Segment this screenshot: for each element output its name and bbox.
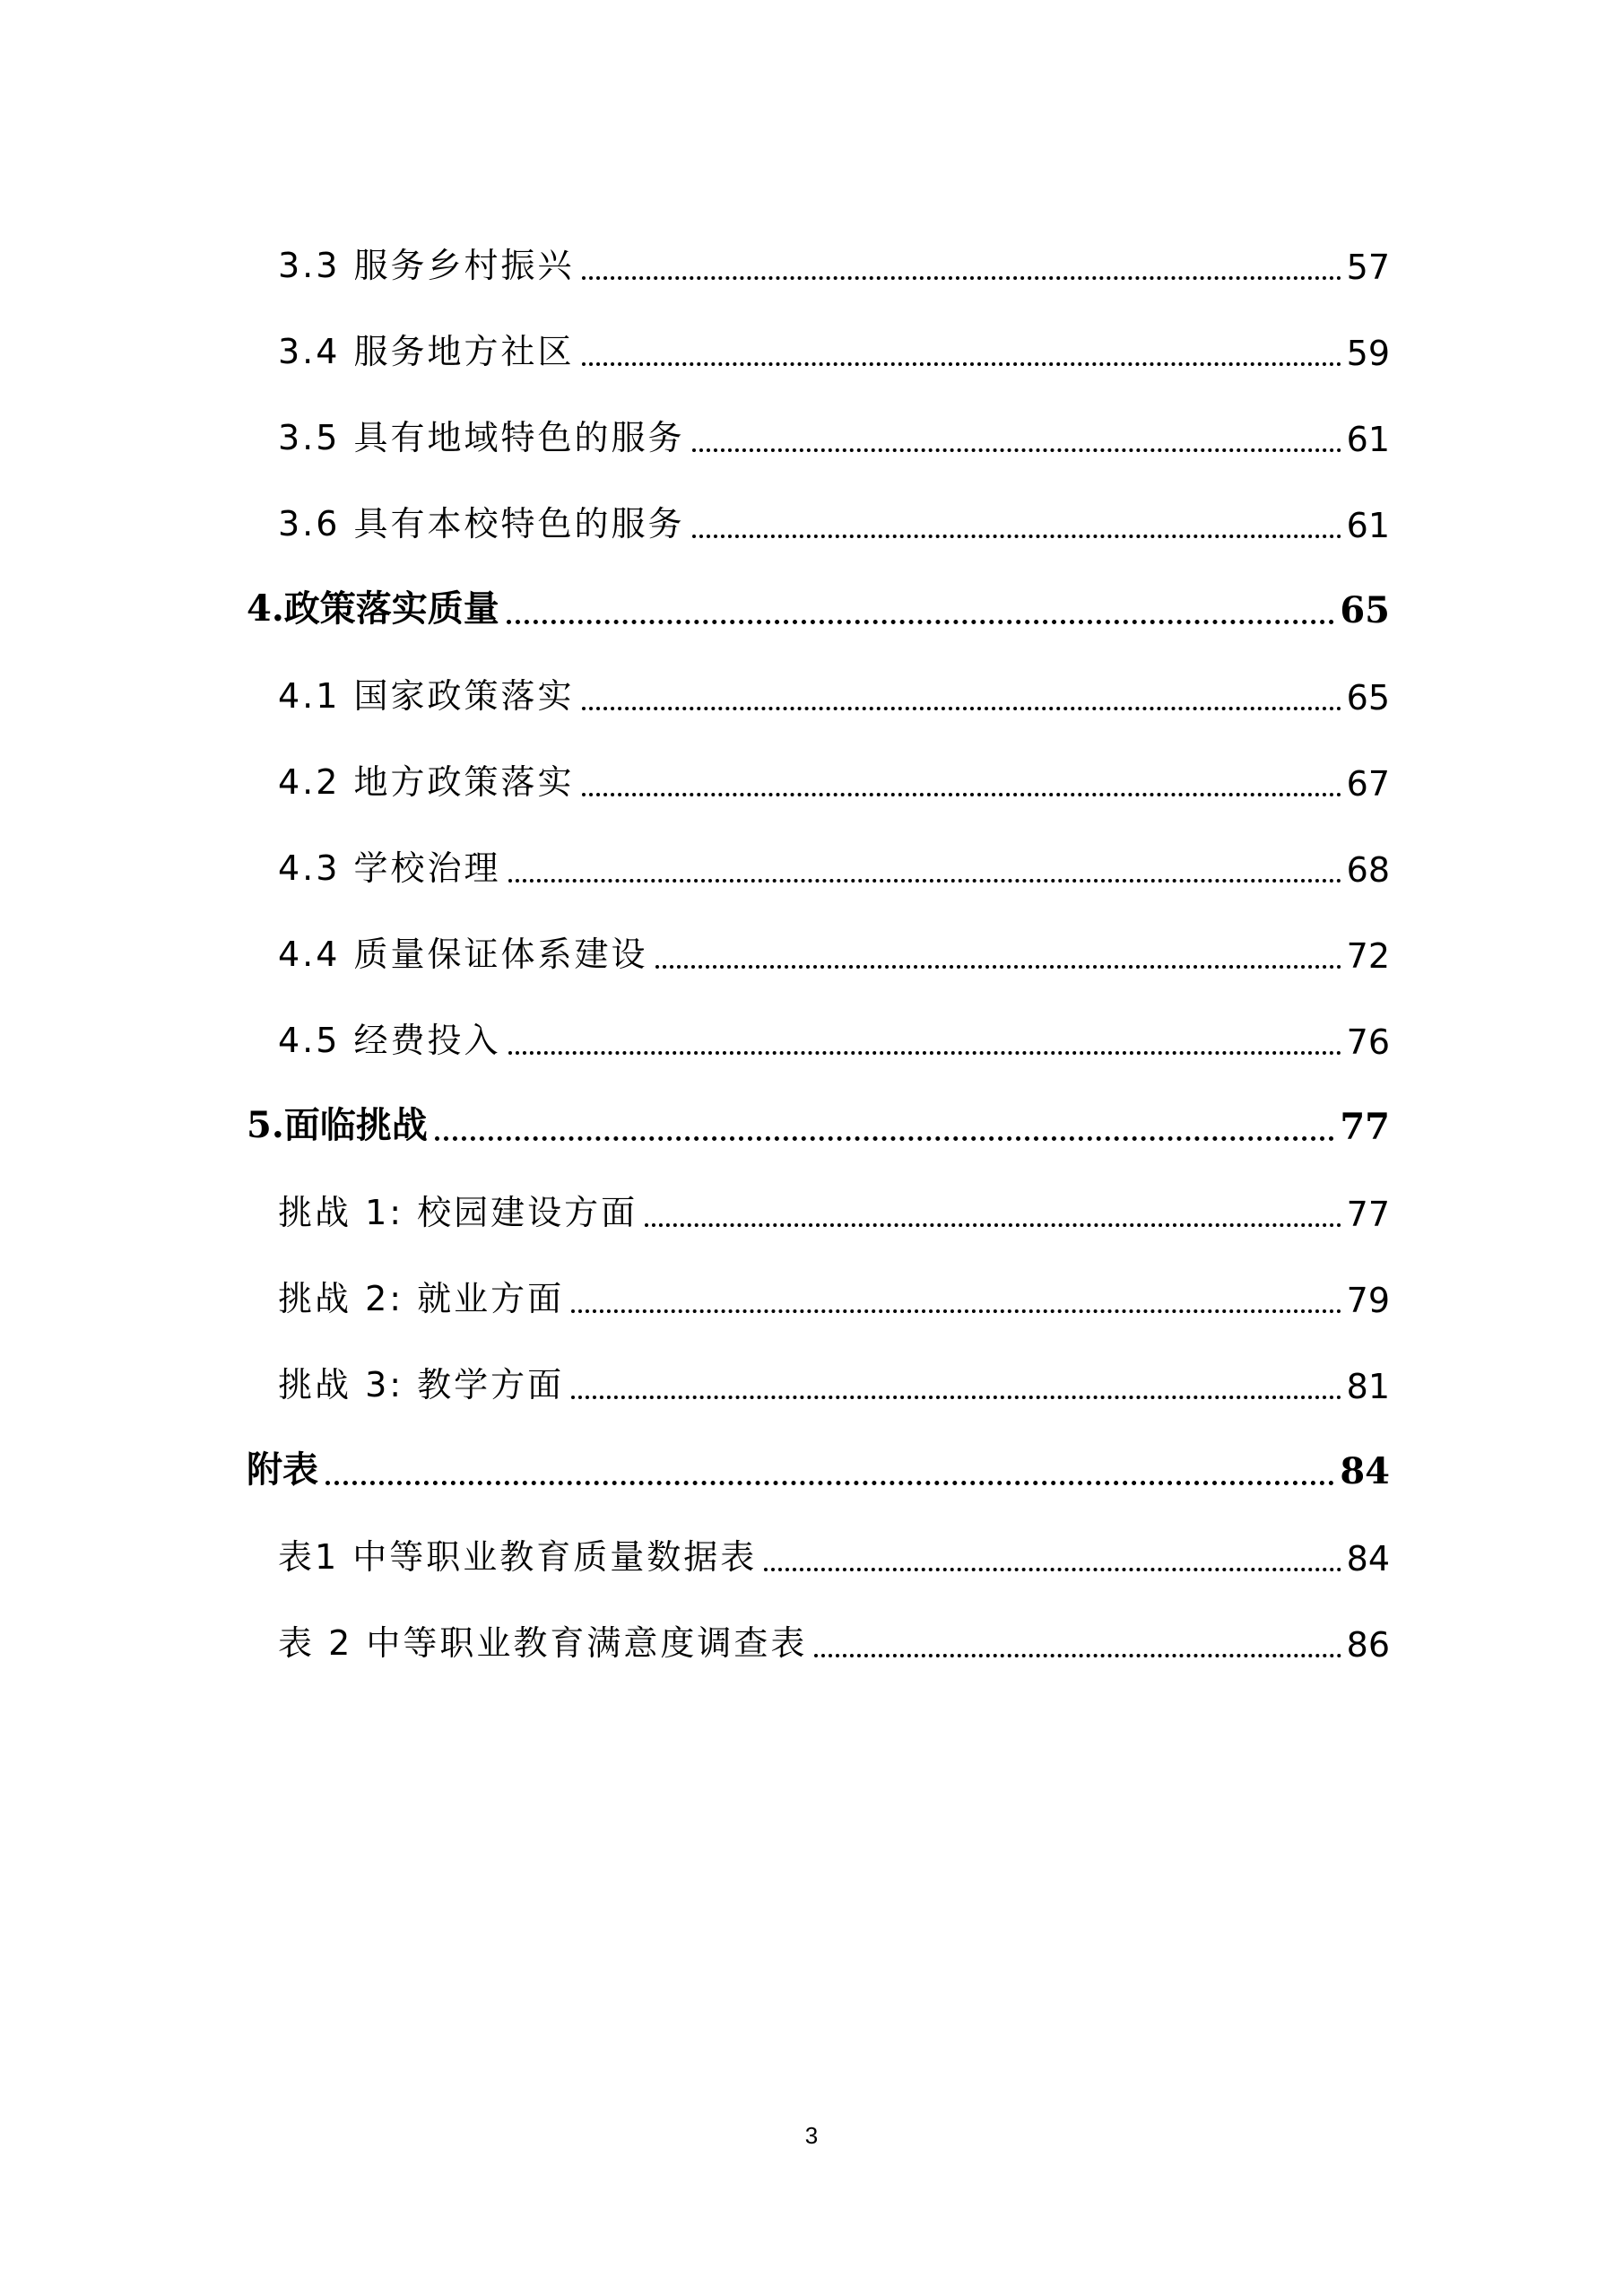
toc-entry-appendix[interactable] — [247, 1419, 1390, 1505]
dot-leader — [692, 448, 1341, 452]
dot-leader — [582, 707, 1341, 710]
toc-entry-table-2[interactable] — [247, 1591, 1390, 1677]
toc-entry-page: 84 — [1346, 1539, 1390, 1578]
toc-entry-challenge-2[interactable] — [247, 1247, 1390, 1333]
toc-entry-page: 68 — [1346, 850, 1390, 890]
toc-entry-title: 挑战 2: 就业方面 — [278, 1279, 565, 1318]
toc-entry-page: 61 — [1346, 506, 1390, 545]
toc-entry-title: 3.3 服务乡村振兴 — [278, 246, 575, 285]
dot-leader — [508, 879, 1341, 883]
dot-leader — [571, 1396, 1341, 1399]
toc-entry-challenge-1[interactable] — [247, 1161, 1390, 1247]
toc-entry-4-1[interactable] — [247, 644, 1390, 730]
toc-entry-table-1[interactable] — [247, 1505, 1390, 1591]
toc-entry-page: 65 — [1346, 678, 1390, 718]
toc-entry-title: 5.面临挑战 — [247, 1104, 428, 1146]
toc-entry-page: 59 — [1346, 334, 1390, 373]
toc-entry-page: 67 — [1346, 764, 1390, 804]
toc-entry-page: 61 — [1346, 420, 1390, 459]
toc-entry-title: 4.1 国家政策落实 — [278, 676, 575, 716]
toc-entry-page: 77 — [1340, 1106, 1390, 1148]
dot-leader — [435, 1136, 1335, 1141]
toc-entry-4-5[interactable] — [247, 988, 1390, 1074]
dot-leader — [582, 276, 1341, 280]
toc-entry-4-3[interactable] — [247, 816, 1390, 902]
toc-entry-title: 4.5 经费投入 — [278, 1021, 501, 1060]
toc-entry-title: 表 2 中等职业教育满意度调查表 — [278, 1623, 808, 1663]
dot-leader — [692, 535, 1341, 538]
toc-entry-title: 挑战 3: 教学方面 — [278, 1365, 565, 1405]
toc-entry-page: 76 — [1346, 1022, 1390, 1062]
toc-entry-page: 84 — [1340, 1450, 1390, 1492]
toc-entry-4-4[interactable] — [247, 902, 1390, 988]
toc-entry-title: 4.政策落实质量 — [247, 587, 499, 630]
dot-leader — [582, 793, 1341, 796]
toc-entry-page: 57 — [1346, 248, 1390, 287]
dot-leader — [814, 1654, 1341, 1657]
toc-entry-page: 65 — [1340, 589, 1390, 631]
toc-entry-3-6[interactable] — [247, 472, 1390, 558]
toc-entry-3-4[interactable] — [247, 300, 1390, 386]
toc-entry-page: 72 — [1346, 936, 1390, 976]
dot-leader — [325, 1481, 1334, 1485]
table-of-contents — [247, 213, 1390, 1677]
dot-leader — [645, 1223, 1341, 1227]
toc-entry-title: 4.2 地方政策落实 — [278, 762, 575, 802]
page-number: 3 — [804, 2122, 819, 2149]
dot-leader — [582, 362, 1341, 366]
toc-entry-4-2[interactable] — [247, 730, 1390, 816]
toc-entry-3-5[interactable] — [247, 386, 1390, 472]
toc-entry-challenge-3[interactable] — [247, 1333, 1390, 1419]
toc-entry-page: 86 — [1346, 1625, 1390, 1665]
dot-leader — [571, 1309, 1341, 1313]
toc-entry-title: 表1 中等职业教育质量数据表 — [278, 1537, 758, 1577]
toc-entry-title: 3.5 具有地域特色的服务 — [278, 418, 685, 457]
toc-entry-page: 79 — [1346, 1281, 1390, 1320]
toc-entry-title: 3.4 服务地方社区 — [278, 332, 575, 371]
toc-entry-chapter-4[interactable] — [247, 558, 1390, 644]
toc-entry-3-3[interactable] — [247, 213, 1390, 300]
toc-entry-chapter-5[interactable] — [247, 1074, 1390, 1161]
dot-leader — [507, 620, 1335, 624]
toc-entry-title: 挑战 1: 校园建设方面 — [278, 1193, 638, 1232]
toc-entry-title: 附表 — [247, 1448, 318, 1491]
toc-entry-page: 77 — [1346, 1195, 1390, 1234]
toc-entry-page: 81 — [1346, 1367, 1390, 1406]
toc-entry-title: 4.4 质量保证体系建设 — [278, 935, 648, 974]
dot-leader — [655, 965, 1341, 969]
toc-entry-title: 4.3 学校治理 — [278, 848, 501, 888]
toc-entry-title: 3.6 具有本校特色的服务 — [278, 504, 685, 544]
dot-leader — [508, 1051, 1341, 1055]
dot-leader — [764, 1568, 1341, 1571]
